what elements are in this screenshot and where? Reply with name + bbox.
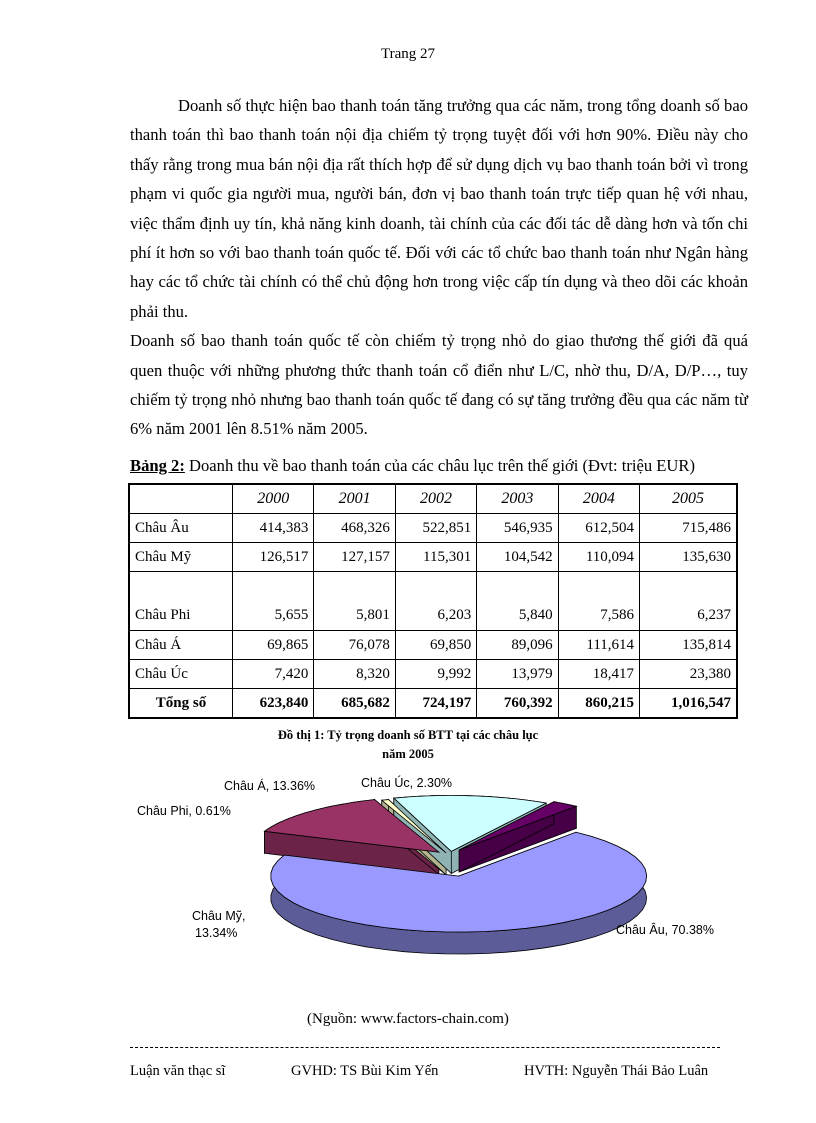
cell: 7,420 bbox=[233, 660, 314, 689]
cell: 760,392 bbox=[477, 689, 558, 719]
cell: 5,840 bbox=[477, 572, 558, 631]
cell: 76,078 bbox=[314, 631, 395, 660]
cell: 115,301 bbox=[395, 543, 476, 572]
label-chau-my-pct: 13.34% bbox=[195, 926, 238, 940]
footer-right: HVTH: Nguyễn Thái Bảo Luân bbox=[524, 1063, 709, 1079]
cell: 18,417 bbox=[558, 660, 639, 689]
row-name: Châu Úc bbox=[129, 660, 233, 689]
table-row bbox=[129, 543, 737, 572]
cell: 6,203 bbox=[395, 572, 476, 631]
cell: 127,157 bbox=[314, 543, 395, 572]
cell: 135,630 bbox=[640, 543, 737, 572]
cell: 1,016,547 bbox=[640, 689, 737, 719]
cell: 414,383 bbox=[233, 514, 314, 543]
cell: 546,935 bbox=[477, 514, 558, 543]
chart-title bbox=[228, 726, 588, 764]
cell: 110,094 bbox=[558, 543, 639, 572]
footer-divider bbox=[130, 1047, 720, 1048]
year-header: 2005 bbox=[640, 484, 737, 514]
cell: 5,655 bbox=[233, 572, 314, 631]
page-number: Trang 27 bbox=[380, 46, 436, 62]
label-chau-my-name: Châu Mỹ, bbox=[192, 909, 246, 923]
paragraph-2: Doanh số bao thanh toán quốc tế còn chiếm tỷ trọng nhỏ do giao thương thế giới đã quá quen thuộc với những phương thức thanh toán cổ điển như L/C, nhờ thu, D/A, D/P…, tuy chiếm tỷ trọng nhỏ nhưng bao thanh toán quốc tế đang có sự tăng trưởng đều qua các năm từ 6% năm 2001 lên 8.51% năm 2005. bbox=[130, 331, 748, 439]
table-caption bbox=[130, 456, 695, 476]
footer-left: Luận văn thạc sĩ bbox=[130, 1063, 226, 1079]
table-header-row bbox=[129, 484, 737, 514]
table-row bbox=[129, 660, 737, 689]
chart-title-line-1: Đồ thị 1: Tỷ trọng doanh số BTT tại các châu lục bbox=[277, 728, 539, 742]
cell: 5,801 bbox=[314, 572, 395, 631]
cell: 135,814 bbox=[640, 631, 737, 660]
row-name: Châu Á bbox=[129, 631, 233, 660]
cell: 69,865 bbox=[233, 631, 314, 660]
cell: 7,586 bbox=[558, 572, 639, 631]
chart-title-line-2: năm 2005 bbox=[382, 747, 434, 761]
label-chau-phi: Châu Phi, 0.61% bbox=[137, 804, 231, 818]
cell: 724,197 bbox=[395, 689, 476, 719]
label-chau-a: Châu Á, 13.36% bbox=[224, 779, 316, 793]
row-name: Châu Âu bbox=[129, 514, 233, 543]
source-note: (Nguồn: www.factors-chain.com) bbox=[307, 1011, 509, 1027]
row-name: Châu Phi bbox=[129, 572, 233, 631]
table-row bbox=[129, 514, 737, 543]
cell: 126,517 bbox=[233, 543, 314, 572]
cell: 715,486 bbox=[640, 514, 737, 543]
cell: 111,614 bbox=[558, 631, 639, 660]
cell: 6,237 bbox=[640, 572, 737, 631]
revenue-table bbox=[128, 483, 738, 719]
cell: 69,850 bbox=[395, 631, 476, 660]
body-text bbox=[130, 91, 748, 444]
table-caption-text: Doanh thu về bao thanh toán của các châu lục trên thế giới (Đvt: triệu EUR) bbox=[184, 456, 695, 475]
year-header: 2001 bbox=[314, 484, 395, 514]
corner-cell bbox=[129, 484, 233, 514]
year-header: 2004 bbox=[558, 484, 639, 514]
row-name: Tổng số bbox=[129, 689, 233, 719]
row-name: Châu Mỹ bbox=[129, 543, 233, 572]
table-caption-label: Bảng 2: bbox=[130, 456, 185, 475]
cell: 104,542 bbox=[477, 543, 558, 572]
cell: 522,851 bbox=[395, 514, 476, 543]
label-chau-au: Châu Âu, 70.38% bbox=[616, 923, 714, 937]
table-row bbox=[129, 572, 737, 631]
paragraph-1: Doanh số thực hiện bao thanh toán tăng trưởng qua các năm, trong tổng doanh số bao thanh toán thì bao thanh toán nội địa chiếm tỷ trọng tuyệt đối với hơn 90%. Điều này cho thấy rằng trong mua bán nội địa rất thích hợp để sử dụng dịch vụ bao thanh toán bởi vì trong phạm vi quốc gia người mua, người bán, đơn vị bao thanh toán trực tiếp quan hệ với nhau, việc thẩm định uy tín, khả năng kinh doanh, tài chính của các đối tác dễ dàng hơn và tốn chi phí ít hơn so với bao thanh toán quốc tế. Đối với các tổ chức bao thanh toán như Ngân hàng hay các tổ chức tài chính có thể chủ động hơn trong việc cấp tín dụng và theo dõi các khoản phải thu. bbox=[130, 96, 748, 321]
footer-center: GVHD: TS Bùi Kim Yến bbox=[291, 1063, 439, 1079]
year-header: 2002 bbox=[395, 484, 476, 514]
cell: 685,682 bbox=[314, 689, 395, 719]
cell: 468,326 bbox=[314, 514, 395, 543]
cell: 860,215 bbox=[558, 689, 639, 719]
year-header: 2003 bbox=[477, 484, 558, 514]
cell: 623,840 bbox=[233, 689, 314, 719]
cell: 89,096 bbox=[477, 631, 558, 660]
cell: 612,504 bbox=[558, 514, 639, 543]
pie-chart bbox=[120, 770, 760, 970]
table-row bbox=[129, 631, 737, 660]
year-header: 2000 bbox=[233, 484, 314, 514]
cell: 8,320 bbox=[314, 660, 395, 689]
cell: 13,979 bbox=[477, 660, 558, 689]
total-row bbox=[129, 689, 737, 719]
cell: 9,992 bbox=[395, 660, 476, 689]
cell: 23,380 bbox=[640, 660, 737, 689]
pie-slices bbox=[265, 795, 647, 954]
label-chau-uc: Châu Úc, 2.30% bbox=[361, 776, 453, 790]
